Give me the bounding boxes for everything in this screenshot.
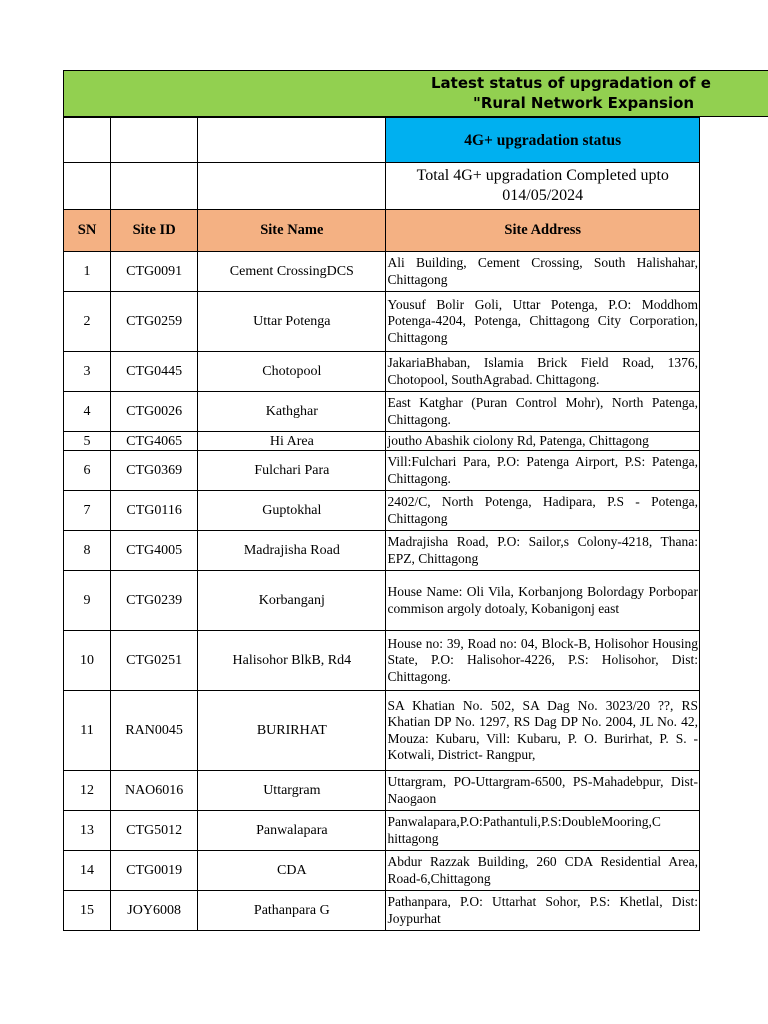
cell-site-address[interactable]: Ali Building, Cement Crossing, South Halishahar, Chittagong <box>386 252 700 292</box>
column-header-site-id[interactable]: Site ID <box>111 210 198 252</box>
cell-sn[interactable]: 2 <box>64 292 111 352</box>
cell-sn[interactable]: 7 <box>64 491 111 531</box>
status-header-cell[interactable]: 4G+ upgradation status <box>386 118 700 163</box>
table-row <box>64 811 700 851</box>
cell-sn[interactable]: 10 <box>64 631 111 691</box>
empty-cell[interactable] <box>64 163 111 210</box>
table-row <box>64 531 700 571</box>
cell-site-address[interactable]: Panwalapara,P.O:Pathantuli,P.S:DoubleMooring,C hittagong <box>386 811 700 851</box>
cell-site-id[interactable]: CTG0239 <box>111 571 198 631</box>
cell-site-id[interactable]: CTG0019 <box>111 851 198 891</box>
sheet-title-line-2: "Rural Network Expansion <box>473 94 695 112</box>
cell-site-name[interactable]: Panwalapara <box>198 811 386 851</box>
cell-sn[interactable]: 3 <box>64 352 111 392</box>
cell-site-address[interactable]: House no: 39, Road no: 04, Block-B, Holisohor Housing State, P.O: Halisohor-4226, P.S: Holisohor, Dist: Chittagong. <box>386 631 700 691</box>
column-header-row <box>64 210 700 252</box>
cell-site-address[interactable]: East Katghar (Puran Control Mohr), North Patenga, Chittagong. <box>386 392 700 432</box>
cell-site-id[interactable]: CTG0116 <box>111 491 198 531</box>
cell-site-address[interactable]: House Name: Oli Vila, Korbanjong Bolordagy Porbopar commison argoly dotoaly, Kobanigonj east <box>386 571 700 631</box>
cell-sn[interactable]: 6 <box>64 451 111 491</box>
cell-site-name[interactable]: Korbanganj <box>198 571 386 631</box>
cell-site-name[interactable]: Kathghar <box>198 392 386 432</box>
cell-site-name[interactable]: Pathanpara G <box>198 891 386 931</box>
cell-site-id[interactable]: CTG0259 <box>111 292 198 352</box>
cell-site-address[interactable]: Madrajisha Road, P.O: Sailor,s Colony-4218, Thana: EPZ, Chittagong <box>386 531 700 571</box>
cell-site-address[interactable]: Vill:Fulchari Para, P.O: Patenga Airport, P.S: Patenga, Chittagong. <box>386 451 700 491</box>
cell-site-address[interactable]: SA Khatian No. 502, SA Dag No. 3023/20 ??, RS Khatian DP No. 1297, RS Dag DP No. 2004, JL No. 42, Mouza: Kubaru, Vill: Kubaru, P. O. Burirhat, P. S. - Kotwali, District- Rangpur, <box>386 691 700 771</box>
cell-site-id[interactable]: NAO6016 <box>111 771 198 811</box>
cell-site-address[interactable]: Abdur Razzak Building, 260 CDA Residential Area, Road-6,Chittagong <box>386 851 700 891</box>
title-band <box>63 70 768 117</box>
cell-site-name[interactable]: CDA <box>198 851 386 891</box>
cell-site-id[interactable]: CTG0091 <box>111 252 198 292</box>
table-row <box>64 392 700 432</box>
cell-site-address[interactable]: 2402/C, North Potenga, Hadipara, P.S - Potenga, Chittagong <box>386 491 700 531</box>
cell-site-id[interactable]: RAN0045 <box>111 691 198 771</box>
cell-site-address[interactable]: Pathanpara, P.O: Uttarhat Sohor, P.S: Khetlal, Dist: Joypurhat <box>386 891 700 931</box>
table-row <box>64 631 700 691</box>
cell-sn[interactable]: 4 <box>64 392 111 432</box>
cell-site-id[interactable]: CTG0026 <box>111 392 198 432</box>
table-row <box>64 252 700 292</box>
sheet-title-line-1: Latest status of upgradation of e <box>431 74 711 92</box>
table-row <box>64 352 700 392</box>
table-row <box>64 451 700 491</box>
cell-sn[interactable]: 11 <box>64 691 111 771</box>
cell-sn[interactable]: 13 <box>64 811 111 851</box>
table-row <box>64 691 700 771</box>
cell-site-id[interactable]: CTG5012 <box>111 811 198 851</box>
column-header-site-name[interactable]: Site Name <box>198 210 386 252</box>
cell-site-id[interactable]: CTG4005 <box>111 531 198 571</box>
cell-site-address[interactable]: joutho Abashik ciolony Rd, Patenga, Chittagong <box>386 432 700 451</box>
table-row <box>64 292 700 352</box>
table-row <box>64 891 700 931</box>
cell-site-address[interactable]: JakariaBhaban, Islamia Brick Field Road, 1376, Chotopool, SouthAgrabad. Chittagong. <box>386 352 700 392</box>
cell-site-id[interactable]: CTG0251 <box>111 631 198 691</box>
cell-site-id[interactable]: CTG0445 <box>111 352 198 392</box>
spreadsheet <box>63 70 768 931</box>
table-row <box>64 432 700 451</box>
cell-site-name[interactable]: Uttargram <box>198 771 386 811</box>
empty-cell[interactable] <box>111 118 198 163</box>
cell-site-name[interactable]: Fulchari Para <box>198 451 386 491</box>
cell-site-name[interactable]: Uttar Potenga <box>198 292 386 352</box>
cell-site-name[interactable]: Madrajisha Road <box>198 531 386 571</box>
cell-site-address[interactable]: Yousuf Bolir Goli, Uttar Potenga, P.O: Moddhom Potenga-4204, Potenga, Chittagong City Corporation, Chittagong <box>386 292 700 352</box>
empty-cell[interactable] <box>111 163 198 210</box>
cell-sn[interactable]: 9 <box>64 571 111 631</box>
column-header-sn[interactable]: SN <box>64 210 111 252</box>
total-note-cell[interactable]: Total 4G+ upgradation Completed upto 014/05/2024 <box>386 163 700 210</box>
empty-cell[interactable] <box>198 163 386 210</box>
cell-site-name[interactable]: Hi Area <box>198 432 386 451</box>
table-row <box>64 771 700 811</box>
cell-sn[interactable]: 12 <box>64 771 111 811</box>
cell-sn[interactable]: 8 <box>64 531 111 571</box>
cell-site-name[interactable]: Chotopool <box>198 352 386 392</box>
empty-cell[interactable] <box>198 118 386 163</box>
cell-site-name[interactable]: BURIRHAT <box>198 691 386 771</box>
table-row <box>64 851 700 891</box>
cell-sn[interactable]: 1 <box>64 252 111 292</box>
table-row <box>64 491 700 531</box>
cell-site-id[interactable]: JOY6008 <box>111 891 198 931</box>
status-header-row <box>64 118 700 163</box>
column-header-site-address[interactable]: Site Address <box>386 210 700 252</box>
cell-sn[interactable]: 15 <box>64 891 111 931</box>
cell-site-name[interactable]: Halisohor BlkB, Rd4 <box>198 631 386 691</box>
cell-site-address[interactable]: Uttargram, PO-Uttargram-6500, PS-Mahadebpur, Dist-Naogaon <box>386 771 700 811</box>
cell-site-name[interactable]: Cement CrossingDCS <box>198 252 386 292</box>
cell-sn[interactable]: 5 <box>64 432 111 451</box>
cell-site-id[interactable]: CTG4065 <box>111 432 198 451</box>
cell-site-name[interactable]: Guptokhal <box>198 491 386 531</box>
cell-sn[interactable]: 14 <box>64 851 111 891</box>
total-note-row <box>64 163 700 210</box>
empty-cell[interactable] <box>64 118 111 163</box>
cell-site-id[interactable]: CTG0369 <box>111 451 198 491</box>
sites-table <box>63 117 700 931</box>
table-row <box>64 571 700 631</box>
